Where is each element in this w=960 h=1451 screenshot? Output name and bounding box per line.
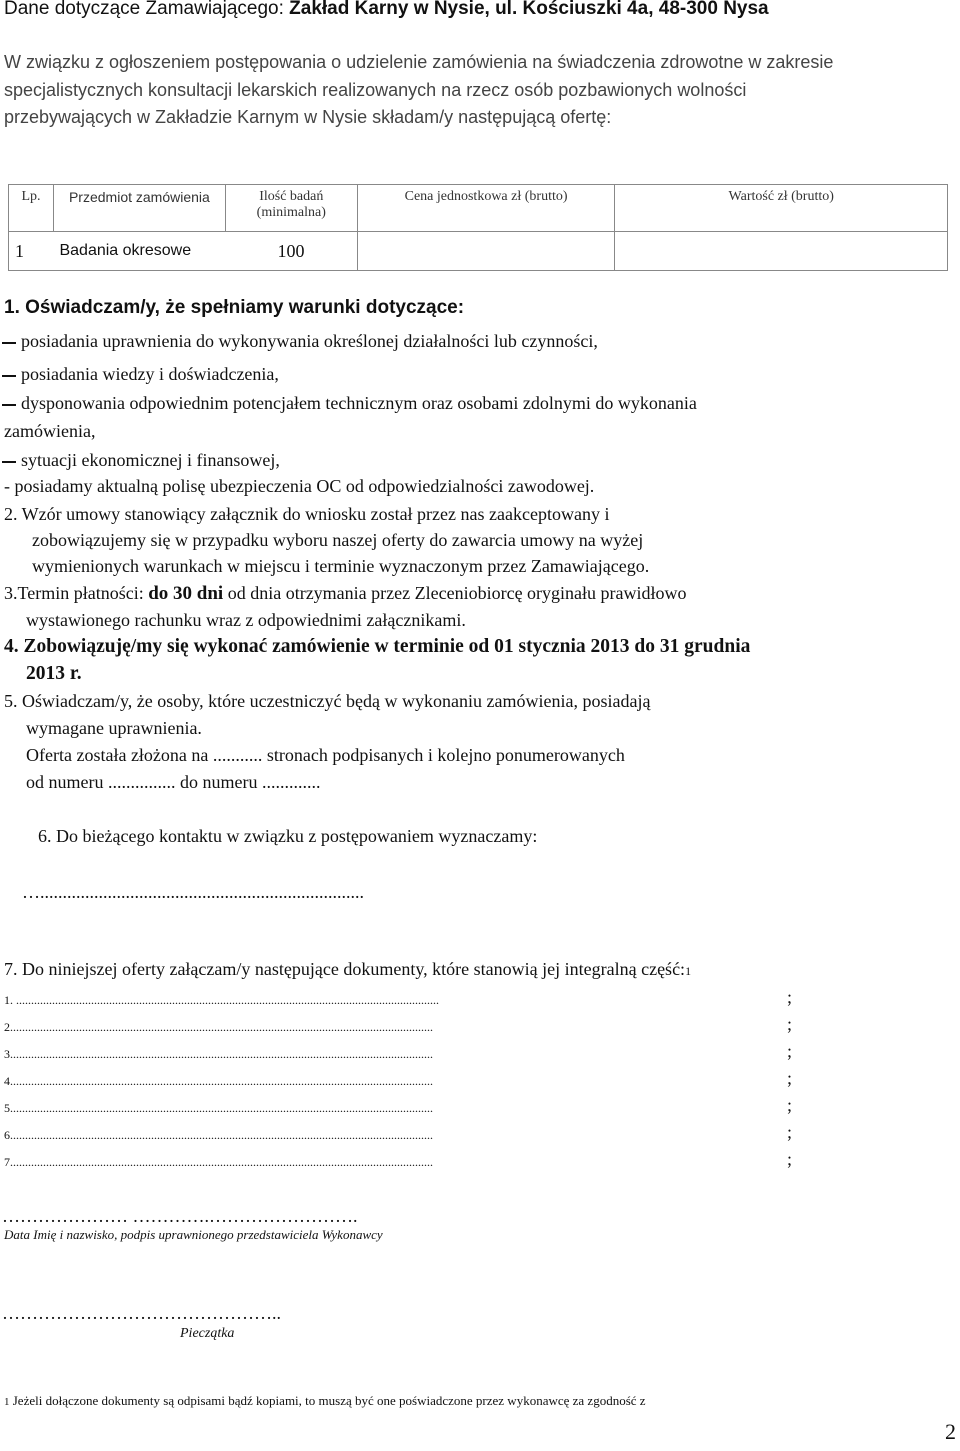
row-lp: 1 (9, 232, 54, 271)
section-5-line-4: od numeru ............... do numeru ............. (26, 772, 321, 792)
condition-3-cont: zamówienia, (4, 421, 96, 441)
section-2-line-1: 2. Wzór umowy stanowiący załącznik do wniosku został przez nas zaakceptowany i (4, 504, 610, 524)
stamp-dots[interactable]: ……………………………………….. (2, 1303, 281, 1323)
section-5-line-3: Oferta została złożona na ........... stronach podpisanych i kolejno ponumerowanych (26, 745, 625, 765)
section-2-line-3: wymienionych warunkach w miejscu i terminie wyznaczonym przez Zamawiającego. (32, 556, 650, 576)
signature-label: Data Imię i nazwisko, podpis uprawnionego przedstawiciela Wykonawcy (4, 1227, 383, 1242)
table-row (9, 232, 948, 271)
section-3-prefix: 3.Termin płatności: (4, 583, 149, 603)
section-5-line-1: 5. Oświadczam/y, że osoby, które uczestniczyć będą w wykonaniu zamówienia, posiadają (4, 691, 651, 711)
offer-table-header (9, 185, 948, 232)
section-4-line-2: 2013 r. (26, 663, 82, 684)
row-quantity: 100 (225, 232, 357, 271)
section-2-line-2: zobowiązujemy się w przypadku wyboru naszej oferty do zawarcia umowy na wyżej (32, 530, 644, 550)
payment-term: do 30 dni (148, 583, 224, 604)
col-subject: Przedmiot zamówienia (53, 185, 225, 232)
section-3-suffix: od dnia otrzymania przez Zleceniobiorcę oryginału prawidłowo (223, 583, 687, 603)
section-4-line-1: 4. Zobowiązuję/my się wykonać zamówienie w terminie od 01 stycznia 2013 do 31 grudnia (4, 636, 751, 657)
section-3-line-2: wystawionego rachunku wraz z odpowiednimi załącznikami. (26, 610, 466, 630)
condition-3: dysponowania odpowiednim potencjałem technicznym oraz osobami zdolnymi do wykonania (0, 393, 697, 414)
contact-person-blank[interactable]: …........................................................................ (22, 882, 364, 902)
list-item[interactable]: 3............................................................................................................................................. ; (4, 1041, 793, 1061)
condition-5: - posiadamy aktualną polisę ubezpieczenia OC od odpowiedzialności zawodowej. (4, 476, 595, 496)
intro-line-2: specjalistycznych konsultacji lekarskich realizowanych na rzecz osób pozbawionych wolności (4, 80, 747, 100)
condition-4: sytuacji ekonomicznej i finansowej, (0, 450, 280, 471)
col-value: Wartość zł (brutto) (615, 185, 948, 232)
condition-1: posiadania uprawnienia do wykonywania określonej działalności lub czynności, (0, 331, 598, 352)
section-5-line-2: wymagane uprawnienia. (26, 718, 202, 738)
section-1-title: 1. Oświadczam/y, że spełniamy warunki dotyczące: (4, 297, 465, 318)
page-number: 2 (945, 1419, 956, 1444)
footnote-text: Jeżeli dołączone dokumenty są odpisami bądź kopiami, to muszą być one poświadczone przez wykonawcę za zgodność z (9, 1393, 646, 1408)
col-quantity-line2: (minimalna) (256, 205, 326, 220)
section-3-line-1 (4, 583, 687, 605)
footnote (4, 1393, 646, 1409)
header-prefix: Dane dotyczące Zamawiającego: (4, 0, 290, 19)
list-item[interactable]: 4............................................................................................................................................. ; (4, 1068, 793, 1088)
stamp-label: Pieczątka (180, 1326, 235, 1341)
footnote-ref: 1 (685, 964, 692, 978)
list-item[interactable]: 1. ............................................................................................................................................. ; (4, 987, 793, 1007)
list-item[interactable]: 2............................................................................................................................................. ; (4, 1014, 793, 1034)
offer-table (8, 184, 948, 271)
footnote-number: 1 (4, 1396, 10, 1408)
header-line (4, 0, 769, 20)
list-item[interactable]: 6............................................................................................................................................. ; (4, 1122, 793, 1142)
contracting-authority-name: Zakład Karny w Nysie, ul. Kościuszki 4a, 48-300 Nysa (289, 0, 769, 19)
intro-line-3: przebywających w Zakładzie Karnym w Nysie składam/y następującą ofertę: (4, 107, 612, 127)
col-quantity (225, 185, 357, 232)
section-7-title (4, 959, 691, 980)
condition-2: posiadania wiedzy i doświadczenia, (0, 364, 279, 385)
list-item[interactable]: 5............................................................................................................................................. ; (4, 1095, 793, 1115)
list-item[interactable]: 7............................................................................................................................................. ; (4, 1149, 793, 1169)
row-value[interactable] (615, 232, 948, 271)
section-7-title-text: 7. Do niniejszej oferty załączam/y następujące dokumenty, które stanowią jej integralną część: (4, 959, 686, 979)
signature-dots[interactable]: ………………… ………….……………………. (2, 1206, 358, 1226)
col-lp: Lp. (9, 185, 54, 232)
row-unit-price[interactable] (357, 232, 615, 271)
section-6-title: 6. Do bieżącego kontaktu w związku z postępowaniem wyznaczamy: (38, 826, 538, 846)
col-quantity-line1: Ilość badań (259, 189, 324, 204)
col-unit-price: Cena jednostkowa zł (brutto) (357, 185, 615, 232)
row-subject: Badania okresowe (53, 232, 225, 271)
intro-line-1: W związku z ogłoszeniem postępowania o udzielenie zamówienia na świadczenia zdrowotne w zakresie (4, 52, 834, 72)
